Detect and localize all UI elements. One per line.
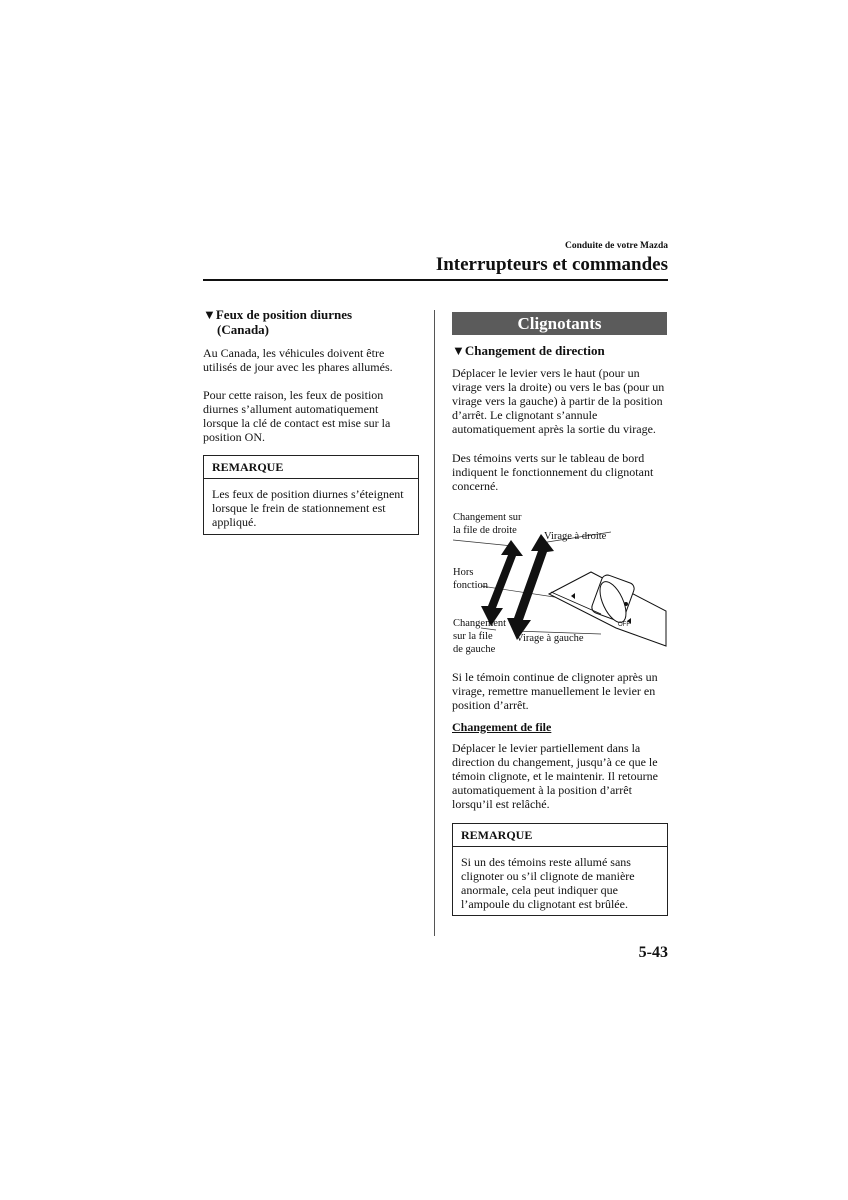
section-title: Interrupteurs et commandes — [435, 254, 668, 275]
heading-line-2: (Canada) — [217, 322, 270, 337]
lane-change-subheading: Changement de file — [452, 720, 552, 734]
label-lane-right-2: la file de droite — [453, 525, 517, 536]
note-title: REMARQUE — [204, 456, 418, 479]
label-turn-left: Virage à gauche — [516, 633, 584, 644]
note-box — [203, 455, 419, 535]
paragraph: Au Canada, les véhicules doivent être utilisés de jour avec les phares allumés. — [203, 346, 393, 374]
paragraph: Pour cette raison, les feux de position diurnes s’allument automatiquement lorsque la clé de contact est mise sur la position ON. — [203, 388, 391, 444]
turn-signal-lever-figure — [451, 506, 671, 658]
paragraph: Des témoins verts sur le tableau de bord indiquent le fonctionnement du clignotant concerné. — [452, 451, 654, 493]
note-box — [452, 823, 668, 916]
turn-signal-heading: ▼Changement de direction — [452, 343, 605, 358]
note-text: Si un des témoins reste allumé sans clignoter ou s’il clignote de manière anormale, cela peut indiquer que l’ampoule du clignotant est brûlée. — [461, 855, 635, 911]
column-divider — [434, 310, 435, 936]
label-off-2: fonction — [453, 580, 488, 591]
label-turn-right: Virage à droite — [544, 531, 607, 542]
section-banner: Clignotants — [452, 312, 667, 335]
label-off-1: Hors — [453, 567, 474, 578]
heading-line-1: ▼Feux de position diurnes — [203, 307, 353, 322]
note-text: Les feux de position diurnes s’éteignent lorsque le frein de stationnement est appliqué. — [212, 487, 404, 529]
daytime-lights-heading — [203, 307, 413, 337]
paragraph: Déplacer le levier partiellement dans la direction du changement, jusqu’à ce que le témoin clignote, et le maintenir. Il retourne automatiquement à la position d’arrêt lorsqu’il est relâché. — [452, 741, 658, 811]
header-rule — [203, 279, 668, 281]
label-lane-left-1: Changement — [453, 618, 507, 629]
paragraph: Si le témoin continue de clignoter après un virage, remettre manuellement le levier en position d’arrêt. — [452, 670, 658, 712]
label-lane-left-3: de gauche — [453, 644, 496, 655]
note-title: REMARQUE — [453, 824, 667, 847]
off-marking: OFF — [618, 622, 630, 628]
running-head: Conduite de votre Mazda — [565, 241, 668, 251]
page-number: 5-43 — [638, 944, 668, 961]
label-lane-right-1: Changement sur — [453, 512, 522, 523]
label-lane-left-2: sur la file — [453, 631, 493, 642]
paragraph: Déplacer le levier vers le haut (pour un virage vers la droite) ou vers le bas (pour un virage vers la gauche) à partir de la position d’arrêt. Le clignotant s’annule automatiquement après la sortie du virage. — [452, 366, 665, 436]
